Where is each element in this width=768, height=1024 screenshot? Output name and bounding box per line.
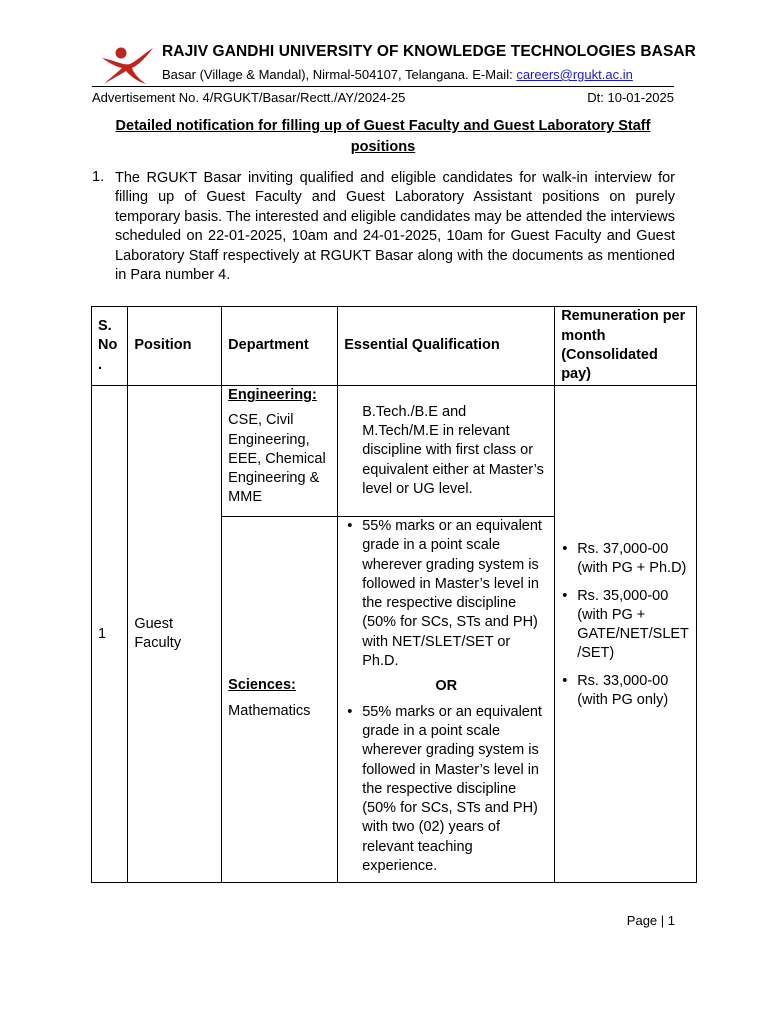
paragraph-number: 1. [92, 169, 105, 185]
sciences-depts: Mathematics [228, 703, 311, 720]
header-remuneration: Remuneration per month (Consolidated pay) [555, 307, 697, 386]
cell-sciences-qualification [338, 517, 555, 883]
remuneration-item: • Rs. 35,000-00 (with PG + GATE/NET/SLET /SET) [577, 587, 690, 664]
engineering-heading: Engineering: [228, 387, 317, 403]
page-number: Page | 1 [626, 913, 675, 928]
header-sno: S. No . [92, 307, 128, 386]
advertisement-date: Dt: 10-01-2025 [587, 90, 674, 105]
header-divider [92, 86, 674, 87]
advertisement-number: Advertisement No. 4/RGUKT/Basar/Rectt./AY/2024-25 [92, 90, 406, 105]
address-text: Basar (Village & Mandal), Nirmal-504107, Telangana. E-Mail: [162, 67, 517, 82]
qualification-item: • 55% marks or an equivalent grade in a point scale wherever grading system is followed in Master’s level in the respective discipline (50% for SCs, STs and PH) with NET/SLET/SET or Ph.D. [362, 517, 548, 671]
cell-remuneration [555, 386, 697, 883]
university-address [162, 67, 633, 82]
cell-sno: 1 [92, 386, 128, 883]
paragraph-text: The RGUKT Basar inviting qualified and eligible candidates for walk-in interview for filling up of Guest Faculty and Guest Laboratory Assistant positions on purely temporary basis. The interested and eligible candidates may be attended the interviews scheduled on 22-01-2025, 10am and 24-01-2025, 10am for Guest Faculty and Guest Laboratory Staff respectively at RGUKT Basar along with the documents as mentioned in Para number 4. [115, 170, 675, 284]
qualification-item: • 55% marks or an equivalent grade in a point scale wherever grading system is followed in Master’s level in the respective discipline (50% for SCs, STs and PH) with two (02) years of relevant teaching experience. [362, 703, 548, 877]
positions-table [91, 306, 697, 883]
email-link[interactable]: careers@rgukt.ac.in [516, 67, 633, 82]
header-qualification: Essential Qualification [338, 307, 555, 386]
header-department: Department [222, 307, 338, 386]
or-label: OR [435, 678, 458, 695]
engineering-depts: CSE, Civil Engineering, EEE, Chemical Engineering & MME [228, 412, 326, 506]
university-name: RAJIV GANDHI UNIVERSITY OF KNOWLEDGE TECHNOLOGIES BASAR [162, 43, 696, 60]
sciences-heading: Sciences: [228, 677, 296, 693]
university-logo [100, 44, 154, 86]
cell-position: Guest Faculty [128, 386, 222, 883]
table-header-row [92, 307, 697, 386]
remuneration-item: • Rs. 33,000-00 (with PG only) [577, 672, 690, 711]
notification-title: Detailed notification for filling up of Guest Faculty and Guest Laboratory Staff positions [115, 118, 651, 155]
cell-engineering-qualification: B.Tech./B.E and M.Tech/M.E in relevant discipline with first class or equivalent either at Master’s level or UG level. [338, 386, 555, 517]
cell-sciences-dept [222, 517, 338, 883]
table-row [92, 386, 697, 517]
remuneration-item: • Rs. 37,000-00 (with PG + Ph.D) [577, 540, 690, 579]
cell-engineering-dept [222, 386, 338, 517]
header-position: Position [128, 307, 222, 386]
